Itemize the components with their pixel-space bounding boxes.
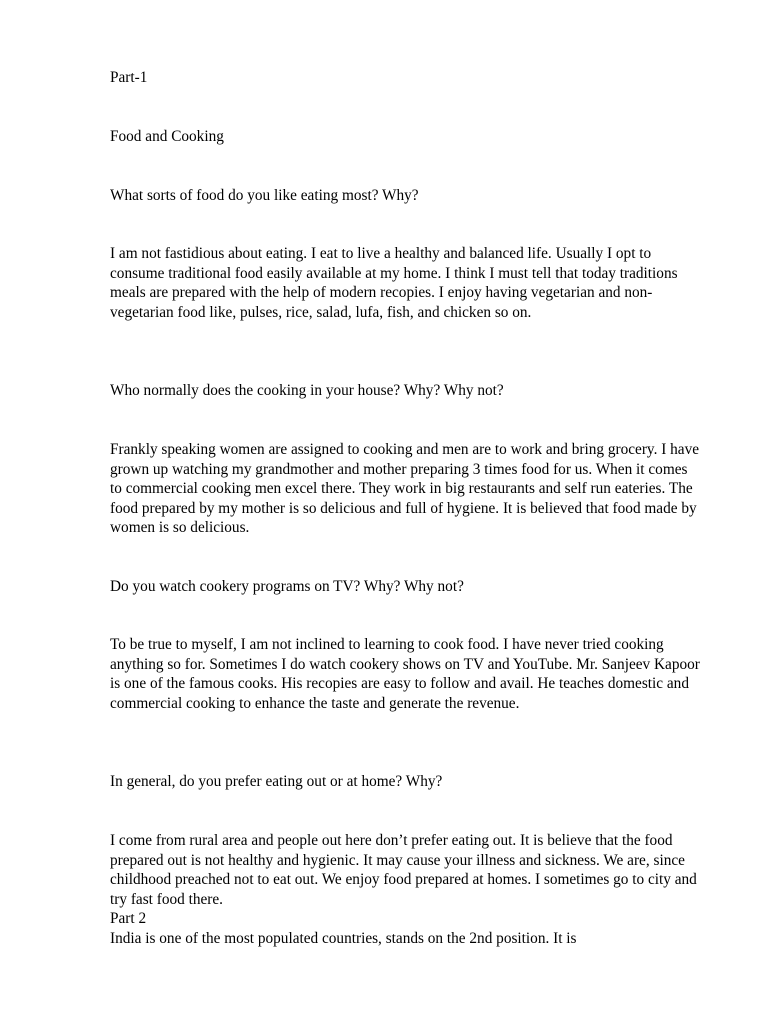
part2-heading: Part 2 — [110, 910, 147, 927]
question-3: Do you watch cookery programs on TV? Why? Why not? — [110, 578, 464, 595]
topic-heading: Food and Cooking — [110, 128, 224, 145]
answer-1: I am not fastidious about eating. I eat to live a healthy and balanced life. Usually I opt to consume traditional food easily available at my home. I think I must tell that today traditions meals are prepared with the help of modern recopies. I enjoy having vegetarian and non-vegetarian food like, pulses, rice, salad, lufa, fish, and chicken so on. — [110, 245, 678, 321]
answer-3: To be true to myself, I am not inclined to learning to cook food. I have never tried cooking anything so for. Sometimes I do watch cookery shows on TV and YouTube. Mr. Sanjeev Kapoor is one of the famous cooks. His recopies are easy to follow and avail. He teaches domestic and commercial cooking to enhance the taste and generate the revenue. — [110, 636, 700, 712]
answer-4: I come from rural area and people out here don’t prefer eating out. It is believe that the food prepared out is not healthy and hygienic. It may cause your illness and sickness. We are, since childhood preached not to eat out. We enjoy food prepared at homes. I sometimes go to city and try fast food there. — [110, 832, 697, 908]
part2-text: India is one of the most populated countries, stands on the 2nd position. It is — [110, 930, 577, 947]
question-1: What sorts of food do you like eating most? Why? — [110, 187, 419, 204]
question-4: In general, do you prefer eating out or at home? Why? — [110, 773, 443, 790]
question-2: Who normally does the cooking in your house? Why? Why not? — [110, 382, 504, 399]
part1-heading: Part-1 — [110, 69, 148, 86]
answer-2: Frankly speaking women are assigned to cooking and men are to work and bring grocery. I have grown up watching my grandmother and mother preparing 3 times food for us. When it comes to commercial cooking men excel there. They work in big restaurants and self run eateries. The food prepared by my mother is so delicious and full of hygiene. It is believed that food made by women is so delicious. — [110, 441, 700, 537]
